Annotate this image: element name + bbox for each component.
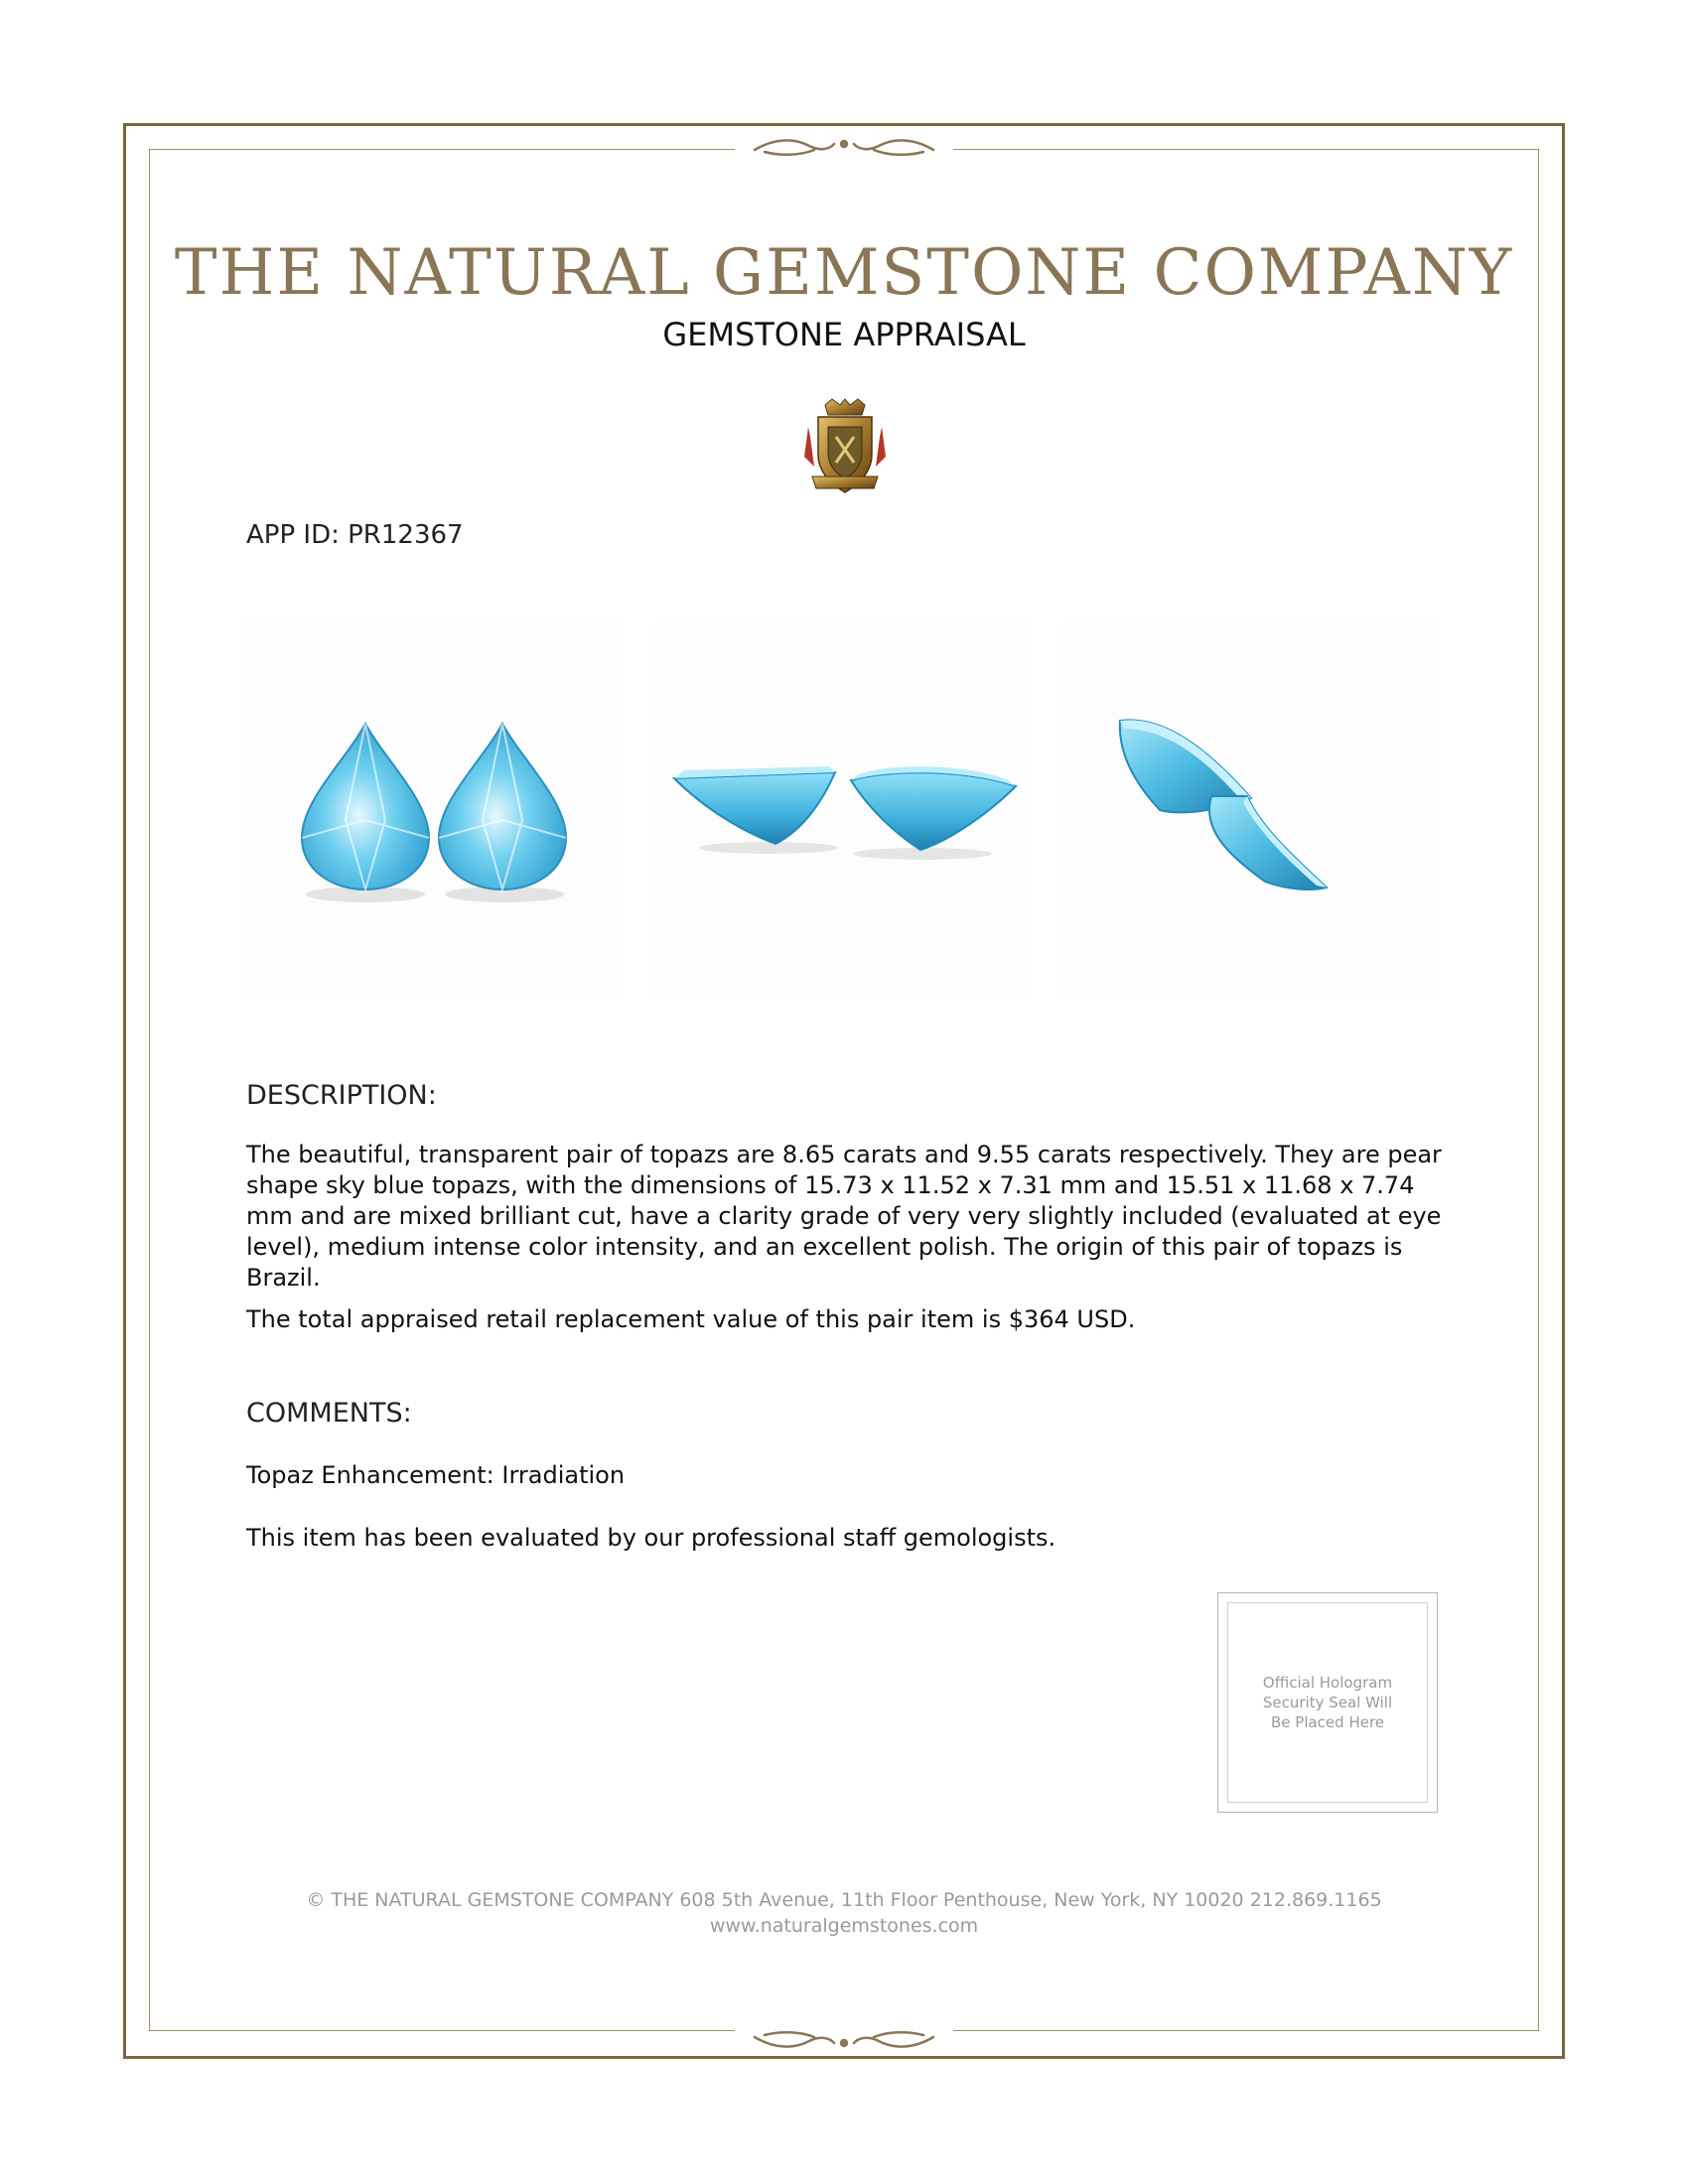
company-name: THE NATURAL GEMSTONE COMPANY (174, 236, 1514, 310)
hologram-seal-placeholder (1217, 1592, 1438, 1813)
footer-address: © THE NATURAL GEMSTONE COMPANY 608 5th Avenue, 11th Floor Penthouse, New York, NY 10020 212.869.1165 (306, 1889, 1382, 1911)
evaluation-note: This item has been evaluated by our professional staff gemologists. (246, 1524, 1056, 1552)
footer-website: www.naturalgemstones.com (709, 1915, 979, 1937)
company-crest-icon (800, 397, 890, 496)
enhancement-note: Topaz Enhancement: Irradiation (246, 1461, 626, 1489)
seal-inner-frame (1227, 1602, 1428, 1803)
top-ornament-icon (735, 132, 953, 162)
topaz-pair-top-view-icon (246, 621, 622, 997)
topaz-pair-side-view-icon (654, 621, 1030, 997)
topaz-pair-angled-view-icon (1062, 621, 1438, 997)
description-body: The beautiful, transparent pair of topazs are 8.65 carats and 9.55 carats respectively. They are pear shape sky blue topazs, with the dimensions of 15.73 x 11.52 x 7.31 mm and 15.51 x 11.68 x 7.74 mm and are mixed brilliant cut, have a clarity grade of very very slightly included (evaluated at eye level), medium intense color intensity, and an excellent polish. The origin of this pair of topazs is Brazil. (246, 1141, 1442, 1292)
bottom-ornament-icon (735, 2023, 953, 2053)
appraised-value: The total appraised retail replacement value of this pair item is $364 USD. (246, 1305, 1136, 1333)
document-title: GEMSTONE APPRAISAL (662, 316, 1026, 353)
description-heading: DESCRIPTION: (246, 1080, 437, 1111)
seal-placeholder-text: Official Hologram Security Seal Will Be Placed Here (1262, 1674, 1393, 1731)
app-id-label: APP ID: (246, 520, 340, 550)
comments-heading: COMMENTS: (246, 1398, 412, 1429)
app-id-value: PR12367 (348, 520, 464, 550)
app-id (246, 520, 464, 550)
